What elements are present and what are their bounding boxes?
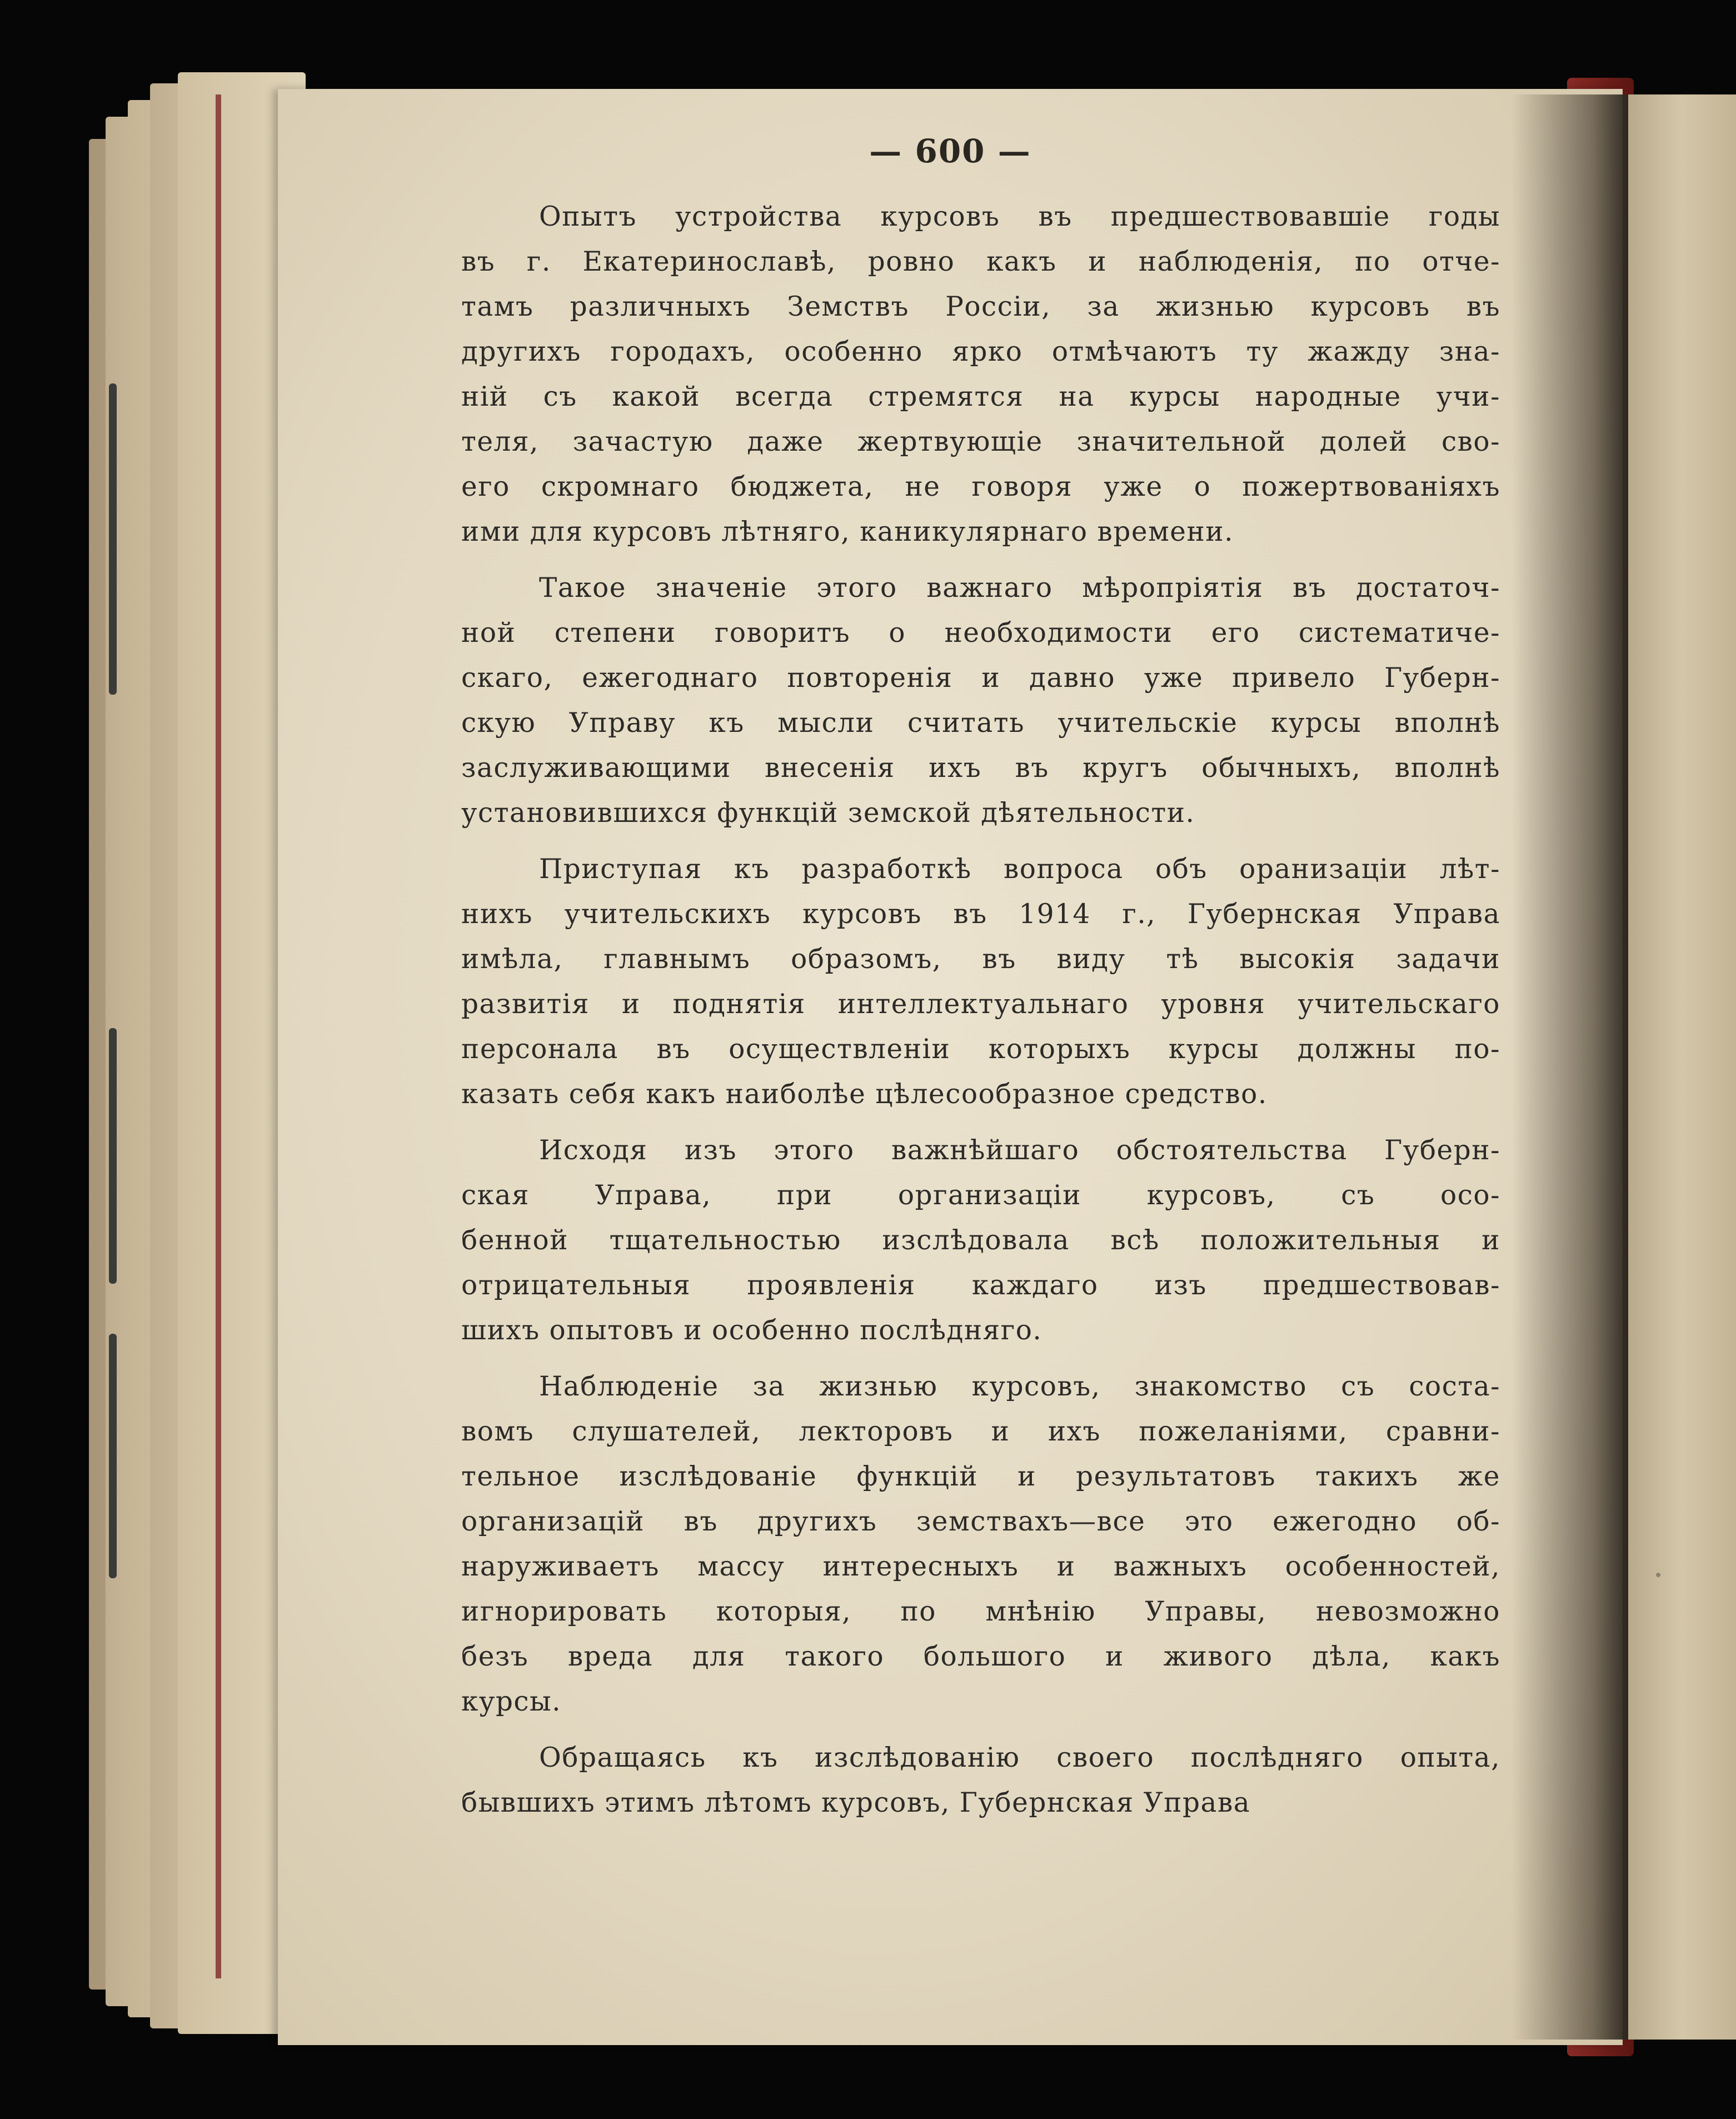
page-number: — 600 — — [869, 132, 1031, 170]
paragraph — [461, 1364, 1500, 1724]
paragraph — [461, 195, 1500, 555]
paragraph — [461, 847, 1500, 1117]
text-line: отрицательныя проявленія каждаго изъ предшествовав- — [461, 1270, 1500, 1301]
text-line: Обращаясь къ изслѣдованію своего послѣдняго опыта, — [539, 1742, 1500, 1773]
text-line: въ г. Екатеринославѣ, ровно какъ и наблюденія, по отче- — [461, 246, 1500, 277]
text-line: его скромнаго бюджета, не говоря уже о пожертвованіяхъ — [461, 471, 1500, 502]
text-line: другихъ городахъ, особенно ярко отмѣчаютъ ту жажду зна- — [461, 336, 1500, 367]
text-line: шихъ опытовъ и особенно послѣдняго. — [461, 1315, 1042, 1346]
paragraph — [461, 566, 1500, 836]
text-line: скаго, ежегоднаго повторенія и давно уже привело Губерн- — [461, 662, 1500, 694]
text-line: бенной тщательностью изслѣдовала всѣ положительныя и — [461, 1225, 1500, 1256]
text-line: теля, зачастую даже жертвующіе значительной долей сво- — [461, 426, 1500, 457]
book-page — [278, 89, 1623, 2045]
edge-stain — [109, 1334, 117, 1578]
text-line: скую Управу къ мысли считать учительскіе курсы вполнѣ — [461, 707, 1500, 739]
text-line: бывшихъ этимъ лѣтомъ курсовъ, Губернская Управа — [461, 1787, 1251, 1818]
text-line: персонала въ осуществленіи которыхъ курсы должны по- — [461, 1034, 1500, 1065]
text-line: Такое значеніе этого важнаго мѣропріятія въ достаточ- — [539, 572, 1500, 604]
text-line: ній съ какой всегда стремятся на курсы народные учи- — [461, 381, 1500, 412]
text-line: имѣла, главнымъ образомъ, въ виду тѣ высокія задачи — [461, 944, 1500, 975]
text-line: ская Управа, при организаціи курсовъ, съ осо- — [461, 1180, 1500, 1211]
edge-stain — [109, 383, 117, 695]
text-line: Наблюденіе за жизнью курсовъ, знакомство съ соста- — [539, 1371, 1500, 1402]
text-line: тельное изслѣдованіе функцій и результатовъ такихъ же — [461, 1461, 1500, 1492]
paragraph — [461, 1736, 1500, 1826]
paragraph — [461, 1128, 1500, 1353]
text-line: организацій въ другихъ земствахъ—все это ежегодно об- — [461, 1506, 1500, 1537]
text-line: курсы. — [461, 1686, 562, 1717]
text-line: нихъ учительскихъ курсовъ въ 1914 г., Губернская Управа — [461, 899, 1500, 930]
text-line: казать себя какъ наиболѣе цѣлесообразное средство. — [461, 1079, 1268, 1110]
paper-speck — [1656, 1573, 1660, 1577]
text-line: Исходя изъ этого важнѣйшаго обстоятельства Губерн- — [539, 1135, 1500, 1166]
text-line: развитія и поднятія интеллектуальнаго уровня учительскаго — [461, 989, 1500, 1020]
text-line: игнорировать которыя, по мнѣнію Управы, невозможно — [461, 1596, 1500, 1627]
edge-stain — [109, 1028, 117, 1284]
text-line: установившихся функцій земской дѣятельности. — [461, 797, 1195, 829]
red-page-edge — [216, 94, 221, 1978]
text-line: ной степени говоритъ о необходимости его систематиче- — [461, 617, 1500, 649]
page-text — [461, 195, 1500, 1837]
spine-shadow — [1511, 94, 1628, 2040]
text-line: Приступая къ разработкѣ вопроса объ оранизаціи лѣт- — [539, 854, 1500, 885]
text-line: тамъ различныхъ Земствъ Россіи, за жизнью курсовъ въ — [461, 291, 1500, 322]
text-line: наруживаетъ массу интересныхъ и важныхъ особенностей, — [461, 1551, 1500, 1582]
text-line: заслуживающими внесенія ихъ въ кругъ обычныхъ, вполнѣ — [461, 752, 1500, 784]
text-line: вомъ слушателей, лекторовъ и ихъ пожеланіями, сравни- — [461, 1416, 1500, 1447]
text-line: ими для курсовъ лѣтняго, каникулярнаго времени. — [461, 516, 1234, 547]
text-line: Опытъ устройства курсовъ въ предшествовавшіе годы — [539, 201, 1500, 232]
text-line: безъ вреда для такого большого и живого дѣла, какъ — [461, 1641, 1500, 1672]
